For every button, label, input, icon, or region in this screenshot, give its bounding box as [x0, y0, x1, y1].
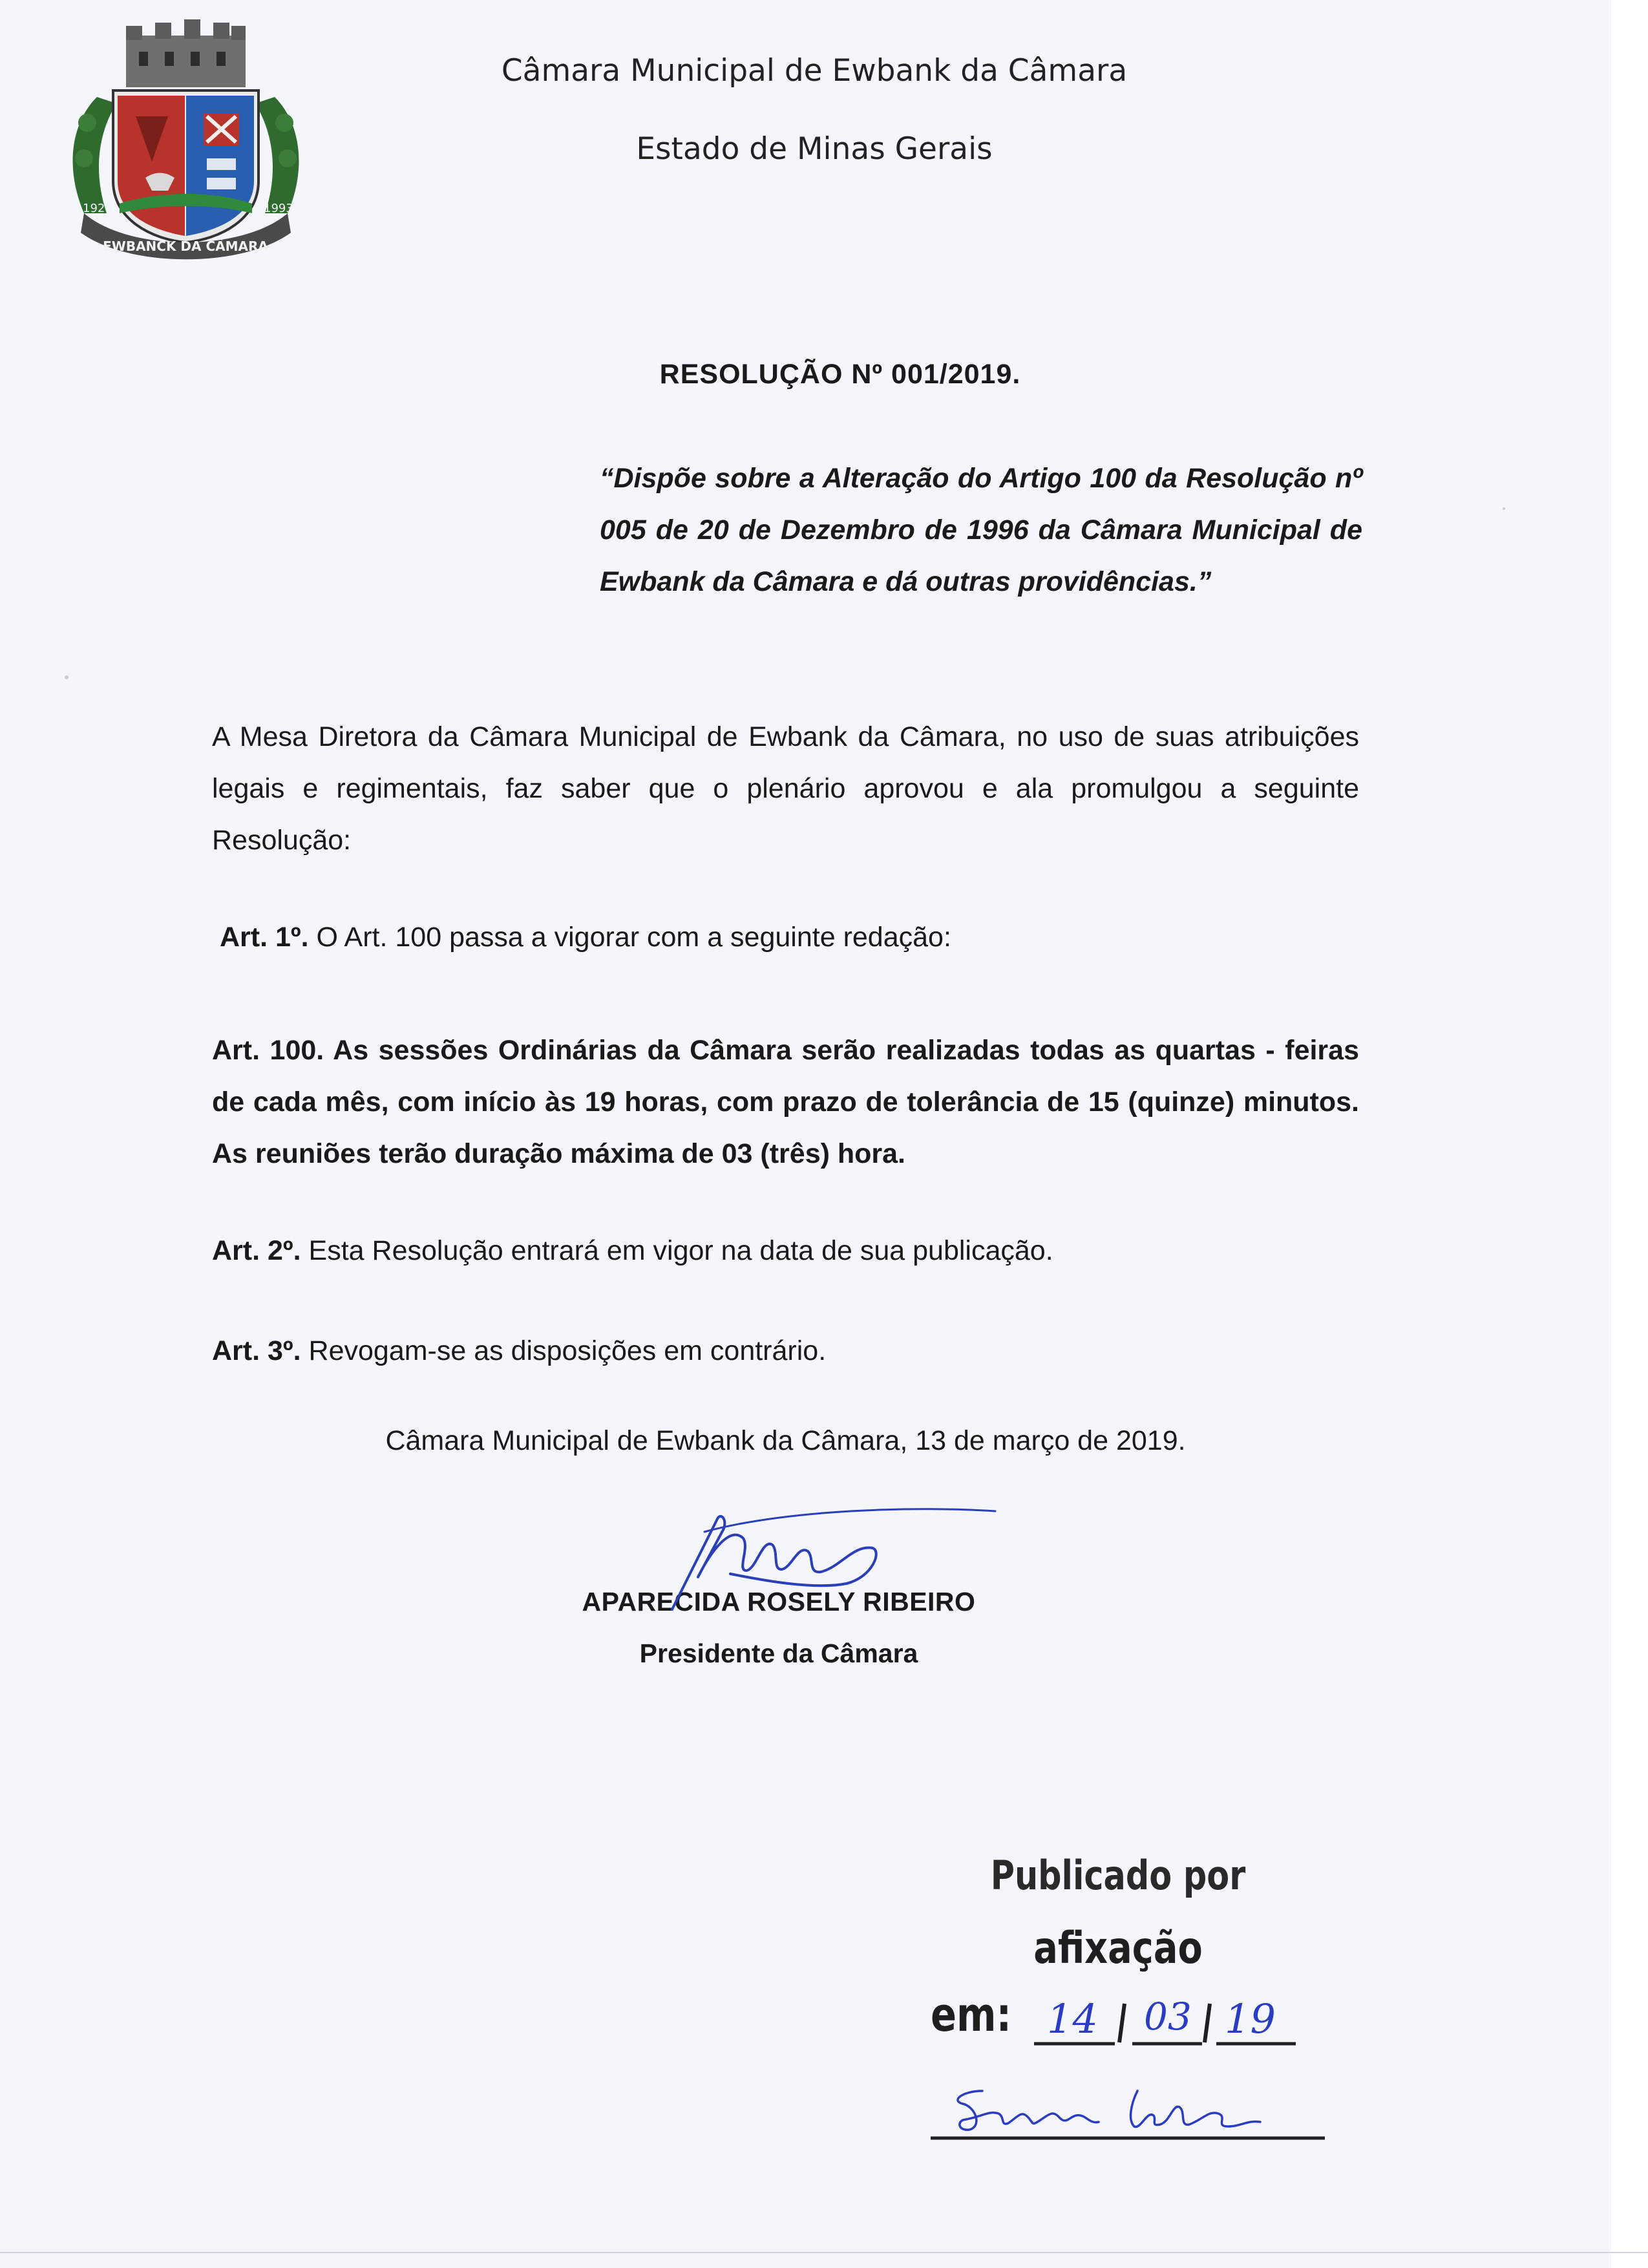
stamp-posting: afixação: [1033, 1923, 1203, 1974]
signatory-name: APARECIDA ROSELY RIBEIRO: [582, 1587, 976, 1616]
article-1: [220, 911, 1367, 963]
article-3: [212, 1325, 1359, 1377]
signatory-role: Presidente da Câmara: [639, 1638, 918, 1668]
stamp-published-by: Publicado por: [990, 1852, 1246, 1899]
scan-speck: [65, 675, 69, 679]
stamp-date: [1008, 1978, 1312, 2062]
crest-year-right: 1993: [264, 202, 293, 215]
scanner-margin: [1611, 0, 1648, 2268]
resolution-summary: “Dispõe sobre a Alteração do Artigo 100 da Resolução nº 005 de 20 de Dezembro de 1996 da Câmara Municipal de Ewbank da Câmara e dá outras providências.”: [600, 463, 1362, 597]
article-1-label: Art. 1º.: [220, 922, 309, 953]
article-3-label: Art. 3º.: [212, 1335, 301, 1366]
stamp-year: 19: [1225, 1995, 1276, 2042]
scanner-edge-line: [0, 2252, 1648, 2253]
stamp-date-label: em:: [931, 1987, 1012, 2042]
preamble-paragraph: A Mesa Diretora da Câmara Municipal de Ewbank da Câmara, no uso de suas atribuições legais e regimentais, faz saber que o plenário aprovou e ala promulgou a seguinte Resolução:: [212, 721, 1359, 856]
handwritten-signature: [659, 1500, 1021, 1616]
crest-ribbon-text: EWBANCK DA CÂMARA: [103, 238, 268, 254]
stamp-month: 03: [1144, 1995, 1192, 2039]
institution-name: Câmara Municipal de Ewbank da Câmara: [501, 53, 1128, 89]
article-2-text: Esta Resolução entrará em vigor na data de sua publicação.: [301, 1235, 1053, 1266]
resolution-title: RESOLUÇÃO Nº 001/2019.: [659, 359, 1021, 390]
crest-year-left: 1920: [83, 202, 112, 215]
state-name: Estado de Minas Gerais: [636, 131, 993, 167]
stamp-day: 14: [1047, 1995, 1098, 2042]
article-1-text: O Art. 100 passa a vigorar com a seguinte redação:: [308, 922, 951, 953]
closing-place-date: Câmara Municipal de Ewbank da Câmara, 13 de março de 2019.: [385, 1425, 1186, 1456]
article-2: [212, 1225, 1359, 1277]
scan-speck: [1503, 507, 1505, 510]
municipal-crest-logo: [58, 19, 313, 265]
stamp-signature: [924, 2065, 1331, 2143]
article-2-label: Art. 2º.: [212, 1235, 301, 1266]
article-100-text: Art. 100. As sessões Ordinárias da Câmara serão realizadas todas as quartas - feiras de cada mês, com início às 19 horas, com prazo de tolerância de 15 (quinze) minutos. As reuniões terão duração máxima de 03 (três) hora.: [212, 1035, 1359, 1169]
article-3-text: Revogam-se as disposições em contrário.: [301, 1335, 827, 1366]
